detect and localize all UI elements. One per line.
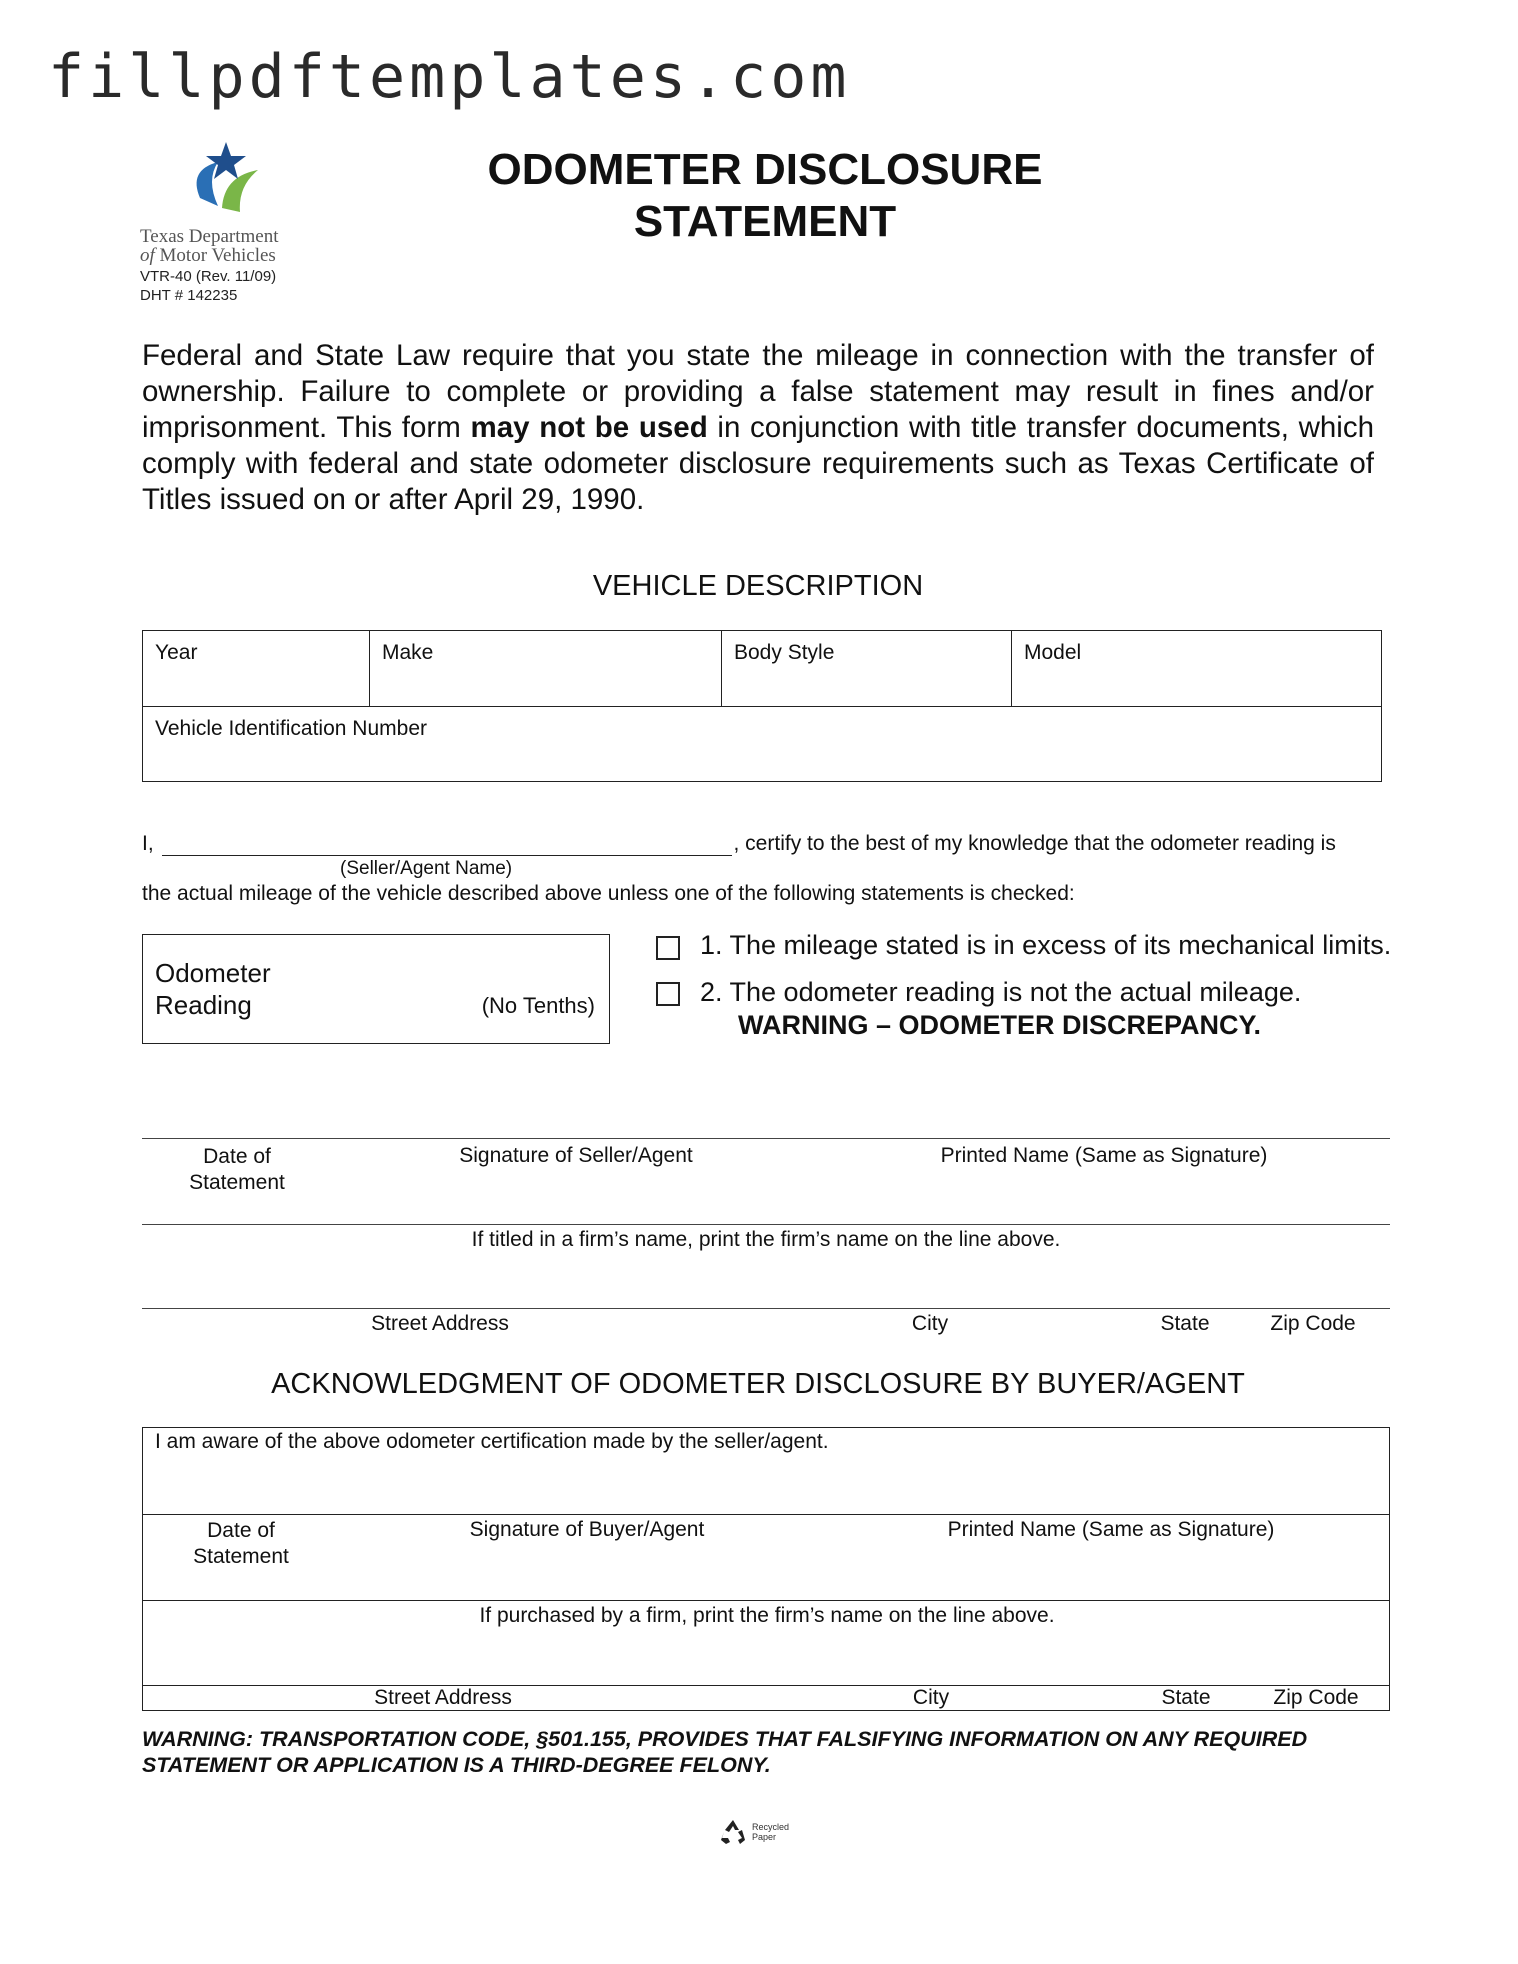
seller-address-line[interactable] — [142, 1308, 1390, 1309]
recycled-paper-mark — [718, 1818, 789, 1846]
odometer-discrepancy-warning: WARNING – ODOMETER DISCREPANCY. — [738, 1010, 1262, 1040]
buyer-city-caption: City — [912, 1686, 950, 1709]
agency-logo — [140, 140, 310, 305]
texas-dmv-star-logo — [178, 140, 278, 220]
dht-number: DHT # 142235 — [140, 287, 238, 304]
year-label: Year — [155, 641, 198, 664]
recycled-label: Recycled — [752, 1822, 790, 1832]
page-title: ODOMETER DISCLOSURE STATEMENT — [487, 145, 1043, 246]
vehicle-description-table — [142, 630, 1382, 782]
make-label: Make — [382, 641, 434, 664]
watermark-text: fillpdftemplates.com — [48, 42, 851, 112]
buyer-acknowledgment-box — [142, 1427, 1390, 1711]
certification-line2: the actual mileage of the vehicle described above unless one of the following statements is checked: — [142, 882, 1075, 905]
model-label: Model — [1024, 641, 1082, 664]
odometer-reading-field[interactable] — [142, 934, 610, 1044]
certification-line: I, , certify to the best of my knowledge that the odometer reading is — [142, 832, 1336, 855]
paper-label: Paper — [752, 1832, 777, 1842]
felony-warning: WARNING: TRANSPORTATION CODE, §501.155, PROVIDES THAT FALSIFYING INFORMATION ON ANY REQUIRED STATEMENT OR APPLICATION IS A THIRD-DEGREE FELONY. — [142, 1727, 1308, 1777]
vehicle-description-title: VEHICLE DESCRIPTION — [592, 570, 924, 602]
buyer-signature-line[interactable] — [143, 1514, 1389, 1515]
seller-zip-caption: Zip Code — [1270, 1312, 1356, 1335]
recycle-icon — [718, 1818, 748, 1846]
seller-signature-caption: Signature of Seller/Agent — [459, 1144, 693, 1167]
make-field[interactable] — [369, 631, 721, 706]
odometer-reading-label: Odometer Reading — [155, 958, 271, 1020]
buyer-printed-name-caption: Printed Name (Same as Signature) — [947, 1518, 1275, 1541]
buyer-aware-text: I am aware of the above odometer certification made by the seller/agent. — [155, 1430, 829, 1453]
vin-field[interactable] — [155, 717, 427, 741]
seller-date-caption: Date of Statement — [189, 1145, 285, 1194]
seller-signature-line[interactable] — [142, 1138, 1390, 1139]
buyer-state-caption: State — [1161, 1686, 1211, 1709]
seller-state-caption: State — [1160, 1312, 1210, 1335]
model-field[interactable] — [1011, 631, 1381, 706]
statement-2: 2. The odometer reading is not the actual mileage. — [700, 977, 1302, 1007]
body-style-label: Body Style — [734, 641, 835, 664]
seller-agent-name-caption: (Seller/Agent Name) — [340, 858, 513, 879]
seller-firm-note: If titled in a firm’s name, print the firm’s name on the line above. — [471, 1228, 1061, 1251]
buyer-acknowledgment-title: ACKNOWLEDGMENT OF ODOMETER DISCLOSURE BY BUYER/AGENT — [271, 1368, 1245, 1400]
buyer-street-caption: Street Address — [374, 1686, 512, 1709]
buyer-firm-name-line[interactable] — [143, 1600, 1389, 1601]
buyer-zip-caption: Zip Code — [1273, 1686, 1359, 1709]
year-field[interactable] — [143, 631, 369, 706]
seller-agent-name-field[interactable] — [162, 835, 732, 856]
seller-street-caption: Street Address — [371, 1312, 509, 1335]
seller-printed-name-caption: Printed Name (Same as Signature) — [940, 1144, 1268, 1167]
not-actual-mileage-checkbox[interactable] — [656, 982, 680, 1006]
form-number: VTR-40 (Rev. 11/09) — [140, 268, 277, 285]
no-tenths-note: (No Tenths) — [481, 993, 595, 1018]
seller-city-caption: City — [911, 1312, 949, 1335]
intro-paragraph: Federal and State Law require that you state the mileage in connection with the transfer of ownership. Failure to complete or providing a false statement may result in fines and/or imprisonment. This form may not be used in conjunction with title transfer documents, which comply with federal and state odometer disclosure requirements such as Texas Certificate of Titles issued on or after April 29, 1990. — [142, 339, 1374, 516]
agency-name-line1: Texas Department — [140, 226, 279, 247]
agency-name-line2: of Motor Vehicles — [140, 245, 276, 266]
seller-firm-name-line[interactable] — [142, 1224, 1390, 1225]
buyer-firm-note: If purchased by a firm, print the firm’s name on the line above. — [479, 1604, 1055, 1627]
buyer-date-caption: Date of Statement — [193, 1519, 289, 1568]
mechanical-limits-checkbox[interactable] — [656, 936, 680, 960]
vin-label: Vehicle Identification Number — [155, 717, 427, 740]
statement-1: 1. The mileage stated is in excess of its mechanical limits. — [700, 930, 1392, 960]
body-style-field[interactable] — [721, 631, 1011, 706]
buyer-signature-caption: Signature of Buyer/Agent — [469, 1518, 705, 1541]
